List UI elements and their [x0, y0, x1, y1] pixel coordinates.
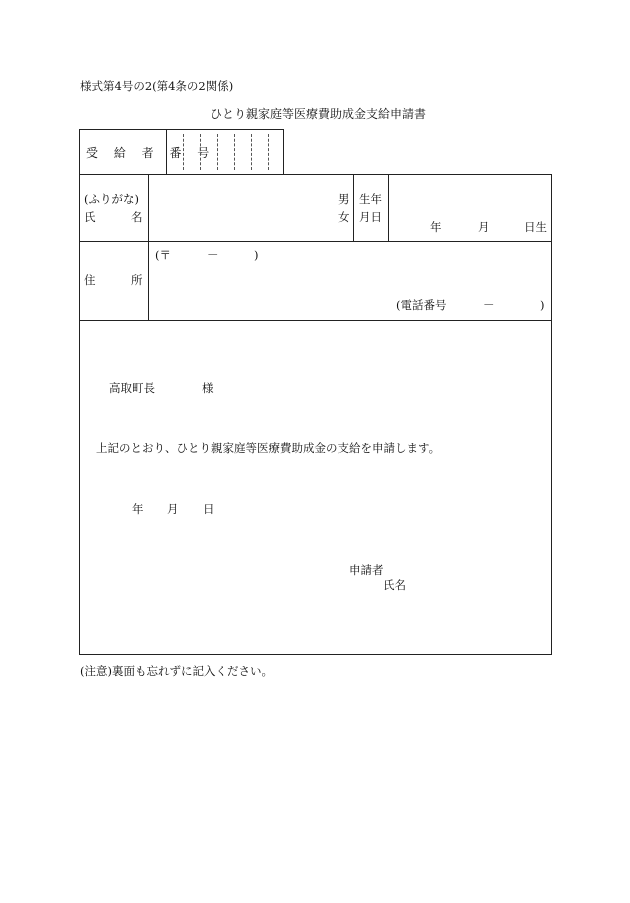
application-statement: 上記のとおり、ひとり親家庭等医療費助成金の支給を申請します。 [96, 441, 441, 455]
applicant-label: 申請者 [349, 563, 384, 577]
applicant-name-field[interactable] [410, 576, 540, 596]
gender-female[interactable]: 女 [338, 210, 350, 224]
gender-male[interactable]: 男 [338, 192, 350, 206]
date-year-label: 年 [132, 502, 144, 516]
phone-field[interactable] [450, 296, 536, 314]
birth-month-label: 月 [478, 220, 490, 234]
postal-open: (〒 [155, 248, 171, 262]
date-day-label: 日 [203, 502, 215, 516]
name-label-1: 氏 [84, 210, 96, 224]
postal-code-field[interactable] [175, 246, 250, 264]
birthdate-label-1: 生年 [359, 192, 382, 206]
birth-day-label: 日生 [524, 220, 547, 234]
form-title: ひとり親家庭等医療費助成金支給申請書 [210, 107, 427, 121]
address-label-1: 住 [84, 273, 96, 287]
honorific: 様 [202, 381, 214, 395]
birthdate-label-2: 月日 [359, 210, 382, 224]
form-number: 様式第4号の2(第4条の2関係) [80, 79, 234, 93]
phone-close: ) [540, 298, 545, 312]
addressee: 高取町長 [109, 381, 155, 395]
recipient-number-field[interactable] [176, 135, 280, 167]
address-field[interactable] [155, 266, 545, 292]
date-month-label: 月 [167, 502, 179, 516]
applicant-name-label: 氏名 [383, 578, 406, 592]
note: (注意)裏面も忘れずに記入ください。 [80, 664, 273, 678]
address-label-2: 所 [131, 273, 143, 287]
application-date-field[interactable] [100, 498, 215, 522]
furigana-label: (ふりがな) [84, 192, 139, 206]
postal-close: ) [254, 248, 259, 262]
name-label-2: 名 [131, 210, 143, 224]
recipient-number-label: 受 給 者 番 号 [86, 146, 216, 160]
postal-dash: － [207, 248, 219, 262]
birth-year-label: 年 [430, 220, 442, 234]
phone-dash: － [483, 298, 495, 312]
name-field[interactable] [152, 180, 334, 236]
phone-open: (電話番号 [396, 298, 447, 312]
